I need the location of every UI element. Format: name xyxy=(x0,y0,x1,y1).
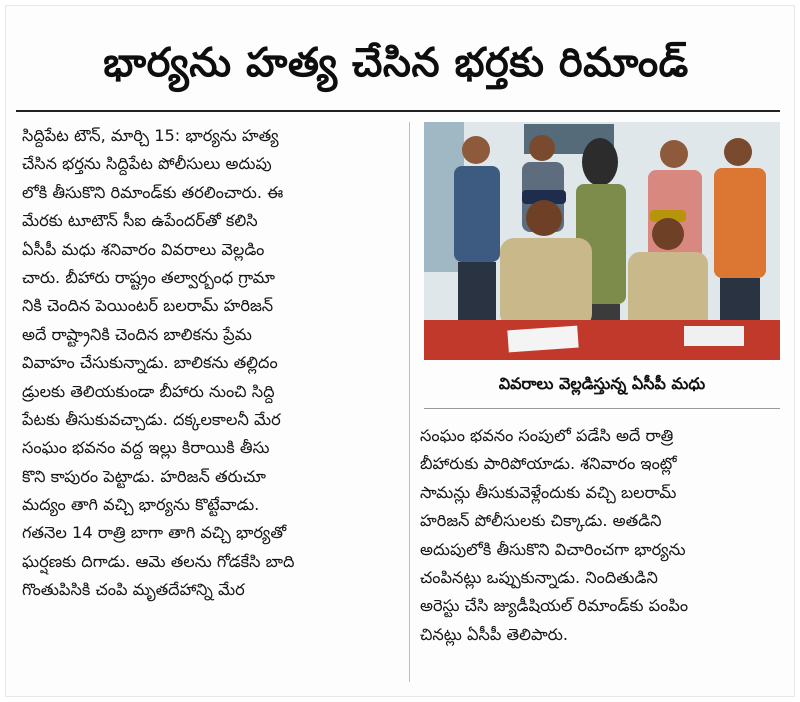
column-divider xyxy=(409,122,410,682)
body-line: చారు. బీహారు రాష్ట్రం తల్వార్బంధ గ్రామా xyxy=(22,267,275,287)
photo-caption: వివరాలు వెల్లడిస్తున్న ఏసీపీ మధు xyxy=(498,374,706,393)
body-line: డ్రులకు తెలియకుండా బీహారు నుంచి సిద్ది xyxy=(22,381,275,401)
body-line: నికి చెందిన పెయింటర్ బలరామ్ హరిజన్ xyxy=(22,296,274,316)
body-line: ఘర్షణకు దిగాడు. ఆమె తలను గోడకేసి బాది xyxy=(22,551,295,571)
caption-rule xyxy=(424,408,780,409)
body-line: సంఘం భవనం వద్ద ఇల్లు కిరాయికి తీసు xyxy=(22,438,270,458)
body-line: అదే రాష్ట్రానికి చెందిన బాలికను ప్రేమ xyxy=(22,324,252,344)
headline-rule xyxy=(16,110,780,112)
body-line: సామన్లు తీసుకువెళ్లేందుకు వచ్చి బలరామ్ xyxy=(420,482,677,502)
body-line: అరెస్టు చేసి జ్యుడీషియల్ రిమాండ్‌కు పంపిం xyxy=(420,596,689,616)
body-line: మేరకు టూటౌన్ సీఐ ఉపేందర్‌తో కలిసి xyxy=(22,211,258,231)
body-line: వివాహం చేసుకున్నాడు. బాలికను తల్లిదం xyxy=(22,353,278,373)
body-line: గతనెల 14 రాత్రి బాగా తాగి వచ్చి భార్యతో xyxy=(22,523,287,543)
police-press-meet-photo xyxy=(424,122,780,360)
news-photo xyxy=(424,122,780,360)
body-line: హరిజన్ పోలీసులకు చిక్కాడు. అతడిని xyxy=(420,511,662,531)
body-line: అదుపులోకి తీసుకొని విచారించగా భార్యను xyxy=(420,539,686,559)
body-line: గొంతుపిసికి చంపి మృతదేహాన్ని మేర xyxy=(22,580,245,600)
body-line: సిద్దిపేట టౌన్, మార్చి 15: భార్యను హత్య xyxy=(22,126,279,145)
body-line: లోకి తీసుకొని రిమాండ్‌కు తరలించారు. ఈ xyxy=(22,182,284,202)
body-line: పేటకు తీసుకువచ్చాడు. దక్కలకాలనీ మేర xyxy=(22,409,281,429)
article-body-left-column xyxy=(22,122,398,605)
body-line: బీహారుకు పారిపోయాడు. శనివారం ఇంట్లో xyxy=(420,454,677,474)
body-line: సంఘం భవనం సంపులో పడేసి అదే రాత్రి xyxy=(420,426,674,445)
table-file xyxy=(684,326,744,346)
article-body-right-column xyxy=(420,422,782,649)
body-line: కొని కాపురం పెట్టాడు. హరిజన్ తరుచూ xyxy=(22,466,266,486)
body-line: చేసిన భర్తను సిద్దిపేట పోలీసులు అదుపు xyxy=(22,154,272,174)
body-line: మద్యం తాగి వచ్చి భార్యను కొట్టేవాడు. xyxy=(22,495,260,515)
body-line: చంపినట్లు ఒప్పుకున్నాడు. నిందితుడిని xyxy=(420,567,658,587)
body-line: చినట్లు ఏసీపీ తెలిపారు. xyxy=(420,624,569,644)
article-headline: భార్యను హత్య చేసిన భర్తకు రిమాండ్ xyxy=(103,40,689,86)
body-line: ఏసీపీ మధు శనివారం వివరాలు వెల్లడిం xyxy=(22,239,265,259)
